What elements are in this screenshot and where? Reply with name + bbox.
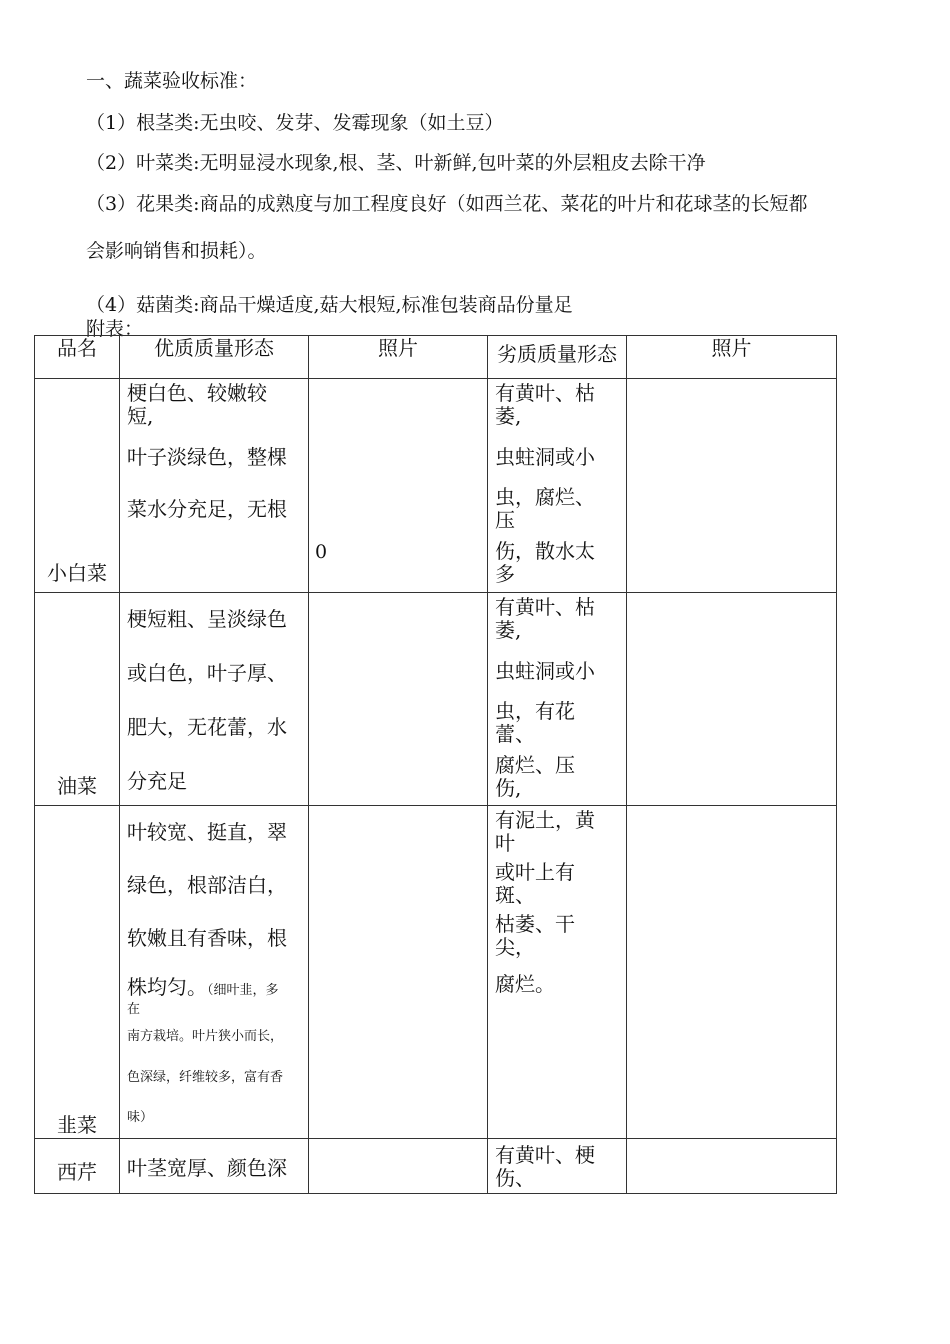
photo-good-cell	[309, 593, 488, 806]
header-photo-good: 照片	[309, 336, 488, 379]
photo-bad-cell	[627, 806, 837, 1139]
good-description: 叶较宽、挺直，翠 绿色，根部洁白， 软嫩且有香味，根 株均匀。（细叶韭，多 在 南方栽培。叶片狭小而长， 色深绿，纤维较多，富有香 味）	[120, 806, 309, 1139]
header-bad: 劣质质量形态	[488, 336, 627, 379]
standard-root: （1）根茎类:无虫咬、发芽、发霉现象（如土豆）	[86, 112, 504, 134]
good-text: 株均匀。	[127, 975, 207, 999]
photo-good-cell	[309, 806, 488, 1139]
photo-bad-cell	[627, 1139, 837, 1194]
standard-flower: （3）花果类:商品的成熟度与加工程度良好（如西兰花、菜花的叶片和花球茎的长短都	[86, 193, 808, 215]
standard-leaf: （2）叶菜类:无明显浸水现象,根、茎、叶新鲜,包叶菜的外层粗皮去除干净	[86, 152, 706, 174]
photo-value: 0	[315, 541, 328, 563]
table-row	[35, 806, 837, 1139]
header-name: 品名	[35, 336, 120, 379]
good-description: 叶茎宽厚、颜色深	[120, 1139, 309, 1194]
photo-good-cell	[309, 379, 488, 593]
good-note: （细叶韭，多	[207, 983, 279, 998]
row-name: 油菜	[35, 593, 120, 806]
row-name: 西芹	[35, 1139, 120, 1194]
bad-description: 有黄叶、枯 萎, 虫蛀洞或小 虫，有花 蕾、 腐烂、压 伤,	[488, 593, 627, 806]
standard-flower-cont: 会影响销售和损耗）。	[86, 240, 267, 262]
bad-description: 有黄叶、梗 伤、	[488, 1139, 627, 1194]
table-row	[35, 1139, 837, 1194]
table-row	[35, 379, 837, 593]
bad-description: 有泥土，黄 叶 或叶上有 斑、 枯萎、干 尖， 腐烂。	[488, 806, 627, 1139]
table-header-row	[35, 336, 837, 379]
section-heading: 一、蔬菜验收标准：	[86, 70, 258, 92]
appendix-label: 附表：	[86, 318, 144, 340]
photo-bad-cell	[627, 379, 837, 593]
photo-bad-cell	[627, 593, 837, 806]
table-row	[35, 593, 837, 806]
good-description: 梗短粗、呈淡绿色 或白色，叶子厚、 肥大，无花蕾，水 分充足	[120, 593, 309, 806]
header-photo-bad: 照片	[627, 336, 837, 379]
row-name: 小白菜	[35, 379, 120, 593]
photo-good-cell	[309, 1139, 488, 1194]
row-name: 韭菜	[35, 806, 120, 1139]
standard-mushroom: （4）菇菌类:商品干燥适度,菇大根短,标准包装商品份量足	[86, 294, 573, 316]
bad-description: 有黄叶、枯 萎, 虫蛀洞或小 虫，腐烂、 压 伤，散水太 多	[488, 379, 627, 593]
vegetable-table	[34, 335, 837, 1194]
header-good: 优质质量形态	[120, 336, 309, 379]
good-description: 梗白色、较嫩较 短, 叶子淡绿色，整棵 菜水分充足，无根	[120, 379, 309, 593]
